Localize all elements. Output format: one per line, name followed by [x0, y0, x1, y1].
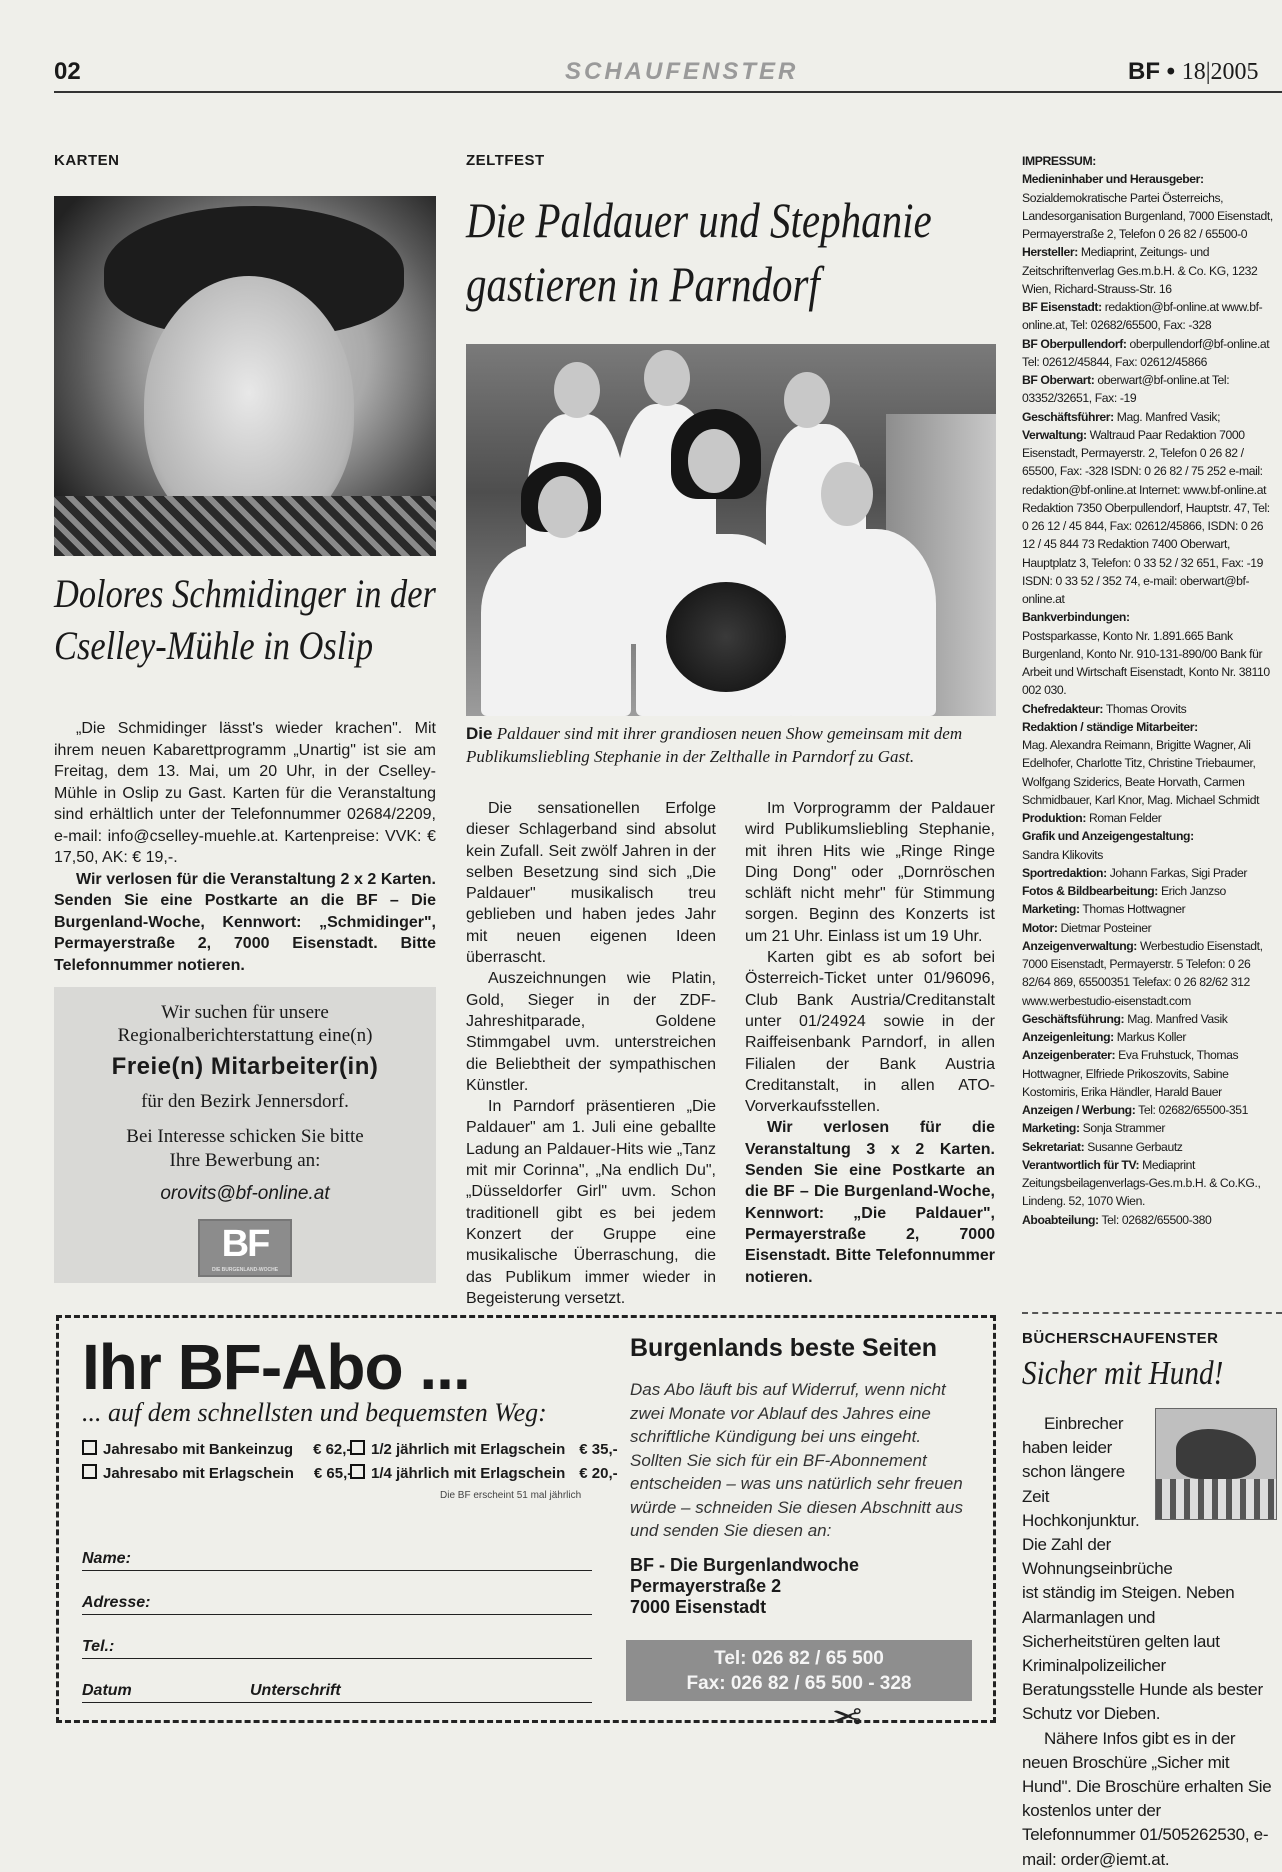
- impressum-entry: Verantwortlich für TV: Mediaprint Zeitungsbeilagenverlags-Ges.m.b.H. & Co.KG., Lindeng. 52, 1070 Wien.: [1022, 1157, 1261, 1209]
- impressum-entry: IMPRESSUM:: [1022, 154, 1096, 168]
- paragraph: Im Vorprogramm der Paldauer wird Publikumsliebling Stephanie, mit ihren Hits wie „Ringe Ringe Ding Dong" oder „Dornröschen schläft nicht mehr" für Stimmung sorgen. Beginn des Konzerts ist um 21 Uhr. Einlass ist um 19 Uhr.: [745, 800, 995, 945]
- impressum-entry: Bankverbindungen:: [1022, 610, 1130, 625]
- photo-shirt: [54, 496, 436, 556]
- photo-person: [481, 544, 631, 716]
- impressum-entry: Sekretariat: Susanne Gerbautz: [1022, 1139, 1183, 1154]
- job-advertisement: [54, 987, 436, 1283]
- impressum-entry: Marketing: Sonja Strammer: [1022, 1121, 1166, 1136]
- section-title: SCHAUFENSTER: [565, 58, 799, 85]
- abo-option-yearly-slip[interactable]: Jahresabo mit Erlagschein € 65,-: [82, 1464, 352, 1482]
- photo-head: [644, 350, 690, 406]
- kicker-karten: KARTEN: [54, 152, 120, 169]
- abo-terms-text: Das Abo läuft bis auf Widerruf, wenn nicht zwei Monate vor Ablauf des Jahres eine schriftliche Kündigung bei uns eingeht. Sollten Sie sich für ein BF-Abonnement entscheiden – was uns natürlich sehr freuen würde – schneiden Sie diesen Abschnitt aus und senden Sie diesen an:: [630, 1380, 963, 1540]
- job-ad-line: Wir suchen für unsere: [161, 1002, 329, 1023]
- paragraph: ist ständig im Steigen. Neben Alarmanlagen und Sicherheitstüren gelten laut Kriminalpolizeilicher Beratungsstelle Hunde als bester Schutz vor Dieben.: [1022, 1583, 1263, 1724]
- headline-dolores: Dolores Schmidinger in der Cselley-Mühle in Oslip: [54, 571, 436, 668]
- job-ad-position: Freie(n) Mitarbeiter(in): [111, 1053, 379, 1080]
- bf-logo: BF DIE BURGENLAND-WOCHE: [198, 1219, 292, 1277]
- abo-option-yearly-bank[interactable]: Jahresabo mit Bankeinzug € 62,-: [82, 1440, 351, 1458]
- book-article-body: [1022, 1412, 1276, 1872]
- abo-fax: Fax: 026 82 / 65 500 - 328: [686, 1673, 912, 1694]
- abo-contact-box: [626, 1640, 972, 1701]
- impressum-entry: Mag. Alexandra Reimann, Brigitte Wagner, Ali Edelhofer, Charlotte Titz, Christine Triebaumer, Wolfgang Sziderics, Beate Horvath, Carmen Schmidbauer, Karl Knor, Mag. Michael Schmidt: [1022, 738, 1260, 807]
- photo-head: [821, 462, 873, 526]
- kicker-zeltfest: ZELTFEST: [466, 152, 545, 169]
- address-field[interactable]: Adresse:: [82, 1588, 592, 1615]
- paragraph: Karten gibt es ab sofort bei Österreich-Ticket unter 01/96096, Club Bank Austria/Creditanstalt unter 01/24924 sowie in der Raiffeisenbank Parndorf, in allen Filialen der Bank Austria Creditanstalt, in allen ATO-Vorverkaufsstellen.: [745, 949, 995, 1116]
- paragraph: Auszeichnungen wie Platin, Gold, Sieger in der ZDF-Jahreshitparade, Goldene Stimmgabel uvm. unterstreichen die Beliebtheit der sympathischen Künstler.: [466, 970, 716, 1094]
- impressum-entry: Verwaltung: Waltraud Paar Redaktion 7000 Eisenstadt, Permayerstr. 2, Telefon 0 26 82 / 65500, Fax: -328 ISDN: 0 26 82 / 75 252 e-mail: redaktion@bf-online.at Internet: www.bf-online.at Redaktion 7350 Oberpullendorf, Hauptstr. 47, Tel: 0 26 12 / 45 844, Fax: 02612/45866, ISDN: 0 26 12 / 45 844 73 Redaktion 7400 Oberwart, Hauptplatz 3, Telefon: 0 33 52 / 32 651, Fax: -19 ISDN: 0 33 52 / 352 74, e-mail: oberwart@bf-online.at: [1022, 427, 1270, 606]
- impressum-entry: Postsparkasse, Konto Nr. 1.891.665 Bank Burgenland, Konto Nr. 910-131-890/00 Bank für Arbeit und Wirtschaft Eisenstadt, Konto Nr. 38110 002 030.: [1022, 628, 1270, 698]
- issue-number: 18|2005: [1181, 59, 1259, 85]
- article-column-1: [466, 798, 716, 1309]
- photo-head: [554, 362, 600, 418]
- impressum-entry: Fotos & Bildbearbeitung: Erich Janzso: [1022, 884, 1226, 898]
- dashed-separator: [1022, 1312, 1282, 1314]
- headline-paldauer: Die Paldauer und Stephanie gastieren in Parndorf: [466, 192, 932, 312]
- impressum-entry: Sozialdemokratische Partei Österreichs, Landesorganisation Burgenland, 7000 Eisenstadt, Permayerstraße 2, Telefon 0 26 82 / 65500-0: [1022, 190, 1273, 241]
- job-ad-line: Bei Interesse schicken Sie bitte: [126, 1126, 364, 1147]
- abo-title: Ihr BF-Abo ...: [82, 1331, 470, 1403]
- paragraph: Nähere Infos gibt es in der neuen Broschüre „Sicher mit Hund". Die Broschüre erhalten Sie kostenlos unter der Telefonnummer 01/505262530, e-mail: order@iemt.at.: [1022, 1728, 1272, 1869]
- caption-paldauer: Die Paldauer sind mit ihrer grandiosen neuen Show gemeinsam mit dem Publikumsliebling Stephanie in der Zelthalle in Parndorf zu Gast.: [466, 724, 963, 766]
- bullet: •: [1166, 58, 1176, 85]
- abo-option-halfyear[interactable]: 1/2 jährlich mit Erlagschein € 35,-: [350, 1440, 618, 1458]
- impressum-entry: Chefredakteur: Thomas Orovits: [1022, 701, 1187, 716]
- page-number: 02: [54, 58, 81, 85]
- job-ad-email[interactable]: orovits@bf-online.at: [160, 1183, 330, 1204]
- impressum-entry: Sandra Klikovits: [1022, 847, 1103, 862]
- impressum-entry: Hersteller: Mediaprint, Zeitungs- und Zeitschriftenverlag Ges.m.b.H. & Co. KG, 1232 Wien, Richard-Strauss-Str. 16: [1022, 245, 1258, 296]
- photo-paldauer-band: [466, 344, 996, 716]
- impressum-entry: Geschäftsführer: Mag. Manfred Vasik;: [1022, 409, 1221, 424]
- abo-note: Die BF erscheint 51 mal jährlich: [440, 1490, 582, 1501]
- photo-roses: [666, 582, 786, 692]
- impressum-entry: Anzeigenverwaltung: Werbestudio Eisenstadt, 7000 Eisenstadt, Permayerstr. 5 Telefon: 0 26 82/64 869, 65500351 Telefax: 0 26 82/62 312 www.werbestudio-eisenstadt.com: [1022, 938, 1263, 1008]
- job-ad-line: Regionalberichterstattung eine(n): [117, 1025, 373, 1046]
- impressum-entry: Produktion: Roman Felder: [1022, 811, 1162, 825]
- paragraph: In Parndorf präsentieren „Die Paldauer" am 1. Juli eine geballte Ladung an Paldauer-Hits wie „Tanz mit mir Corinna", „Na endlich Du", „Düsseldorfer Girl" uvm. Schon traditionell gibt es bei jedem Konzert der Gruppe eine musikalische Überraschung, die das Publikum immer wieder in Begeisterung versetzt.: [466, 1098, 716, 1307]
- paragraph: Die sensationellen Erfolge dieser Schlagerband sind absolut kein Zufall. Seit zwölf Jahren in der selben Besetzung sind sich „Die Paldauer" musikalisch treu geblieben und haben jedes Jahr mit neuen eigenen Ideen überrascht.: [466, 800, 716, 967]
- impressum: [1022, 152, 1276, 1229]
- header-rule: [54, 91, 1282, 93]
- scissors-icon: ✂: [832, 1695, 863, 1736]
- impressum-entry: BF Eisenstadt: redaktion@bf-online.at www.bf-online.at, Tel: 02682/65500, Fax: -328: [1022, 300, 1263, 333]
- checkbox[interactable]: [82, 1440, 97, 1455]
- impressum-entry: Aboabteilung: Tel: 02682/65500-380: [1022, 1212, 1212, 1227]
- impressum-entry: Anzeigenleitung: Markus Koller: [1022, 1030, 1187, 1044]
- photo-dolores-schmidinger: [54, 196, 436, 556]
- photo-head: [688, 429, 740, 493]
- impressum-entry: Sportredaktion: Johann Farkas, Sigi Prader: [1022, 865, 1247, 880]
- impressum-entry: Anzeigen / Werbung: Tel: 02682/65500-351: [1022, 1103, 1249, 1117]
- paragraph-bold: Wir verlosen für die Veranstaltung 2 x 2 Karten. Senden Sie eine Postkarte an die BF – Die Burgenland-Woche, Kennwort: „Schmidinger", Permayerstraße 2, 7000 Eisenstadt. Bitte Telefonnummer notieren.: [54, 870, 436, 974]
- job-ad-district: für den Bezirk Jennersdorf.: [141, 1091, 349, 1112]
- checkbox[interactable]: [350, 1440, 365, 1455]
- article-body-dolores: [54, 718, 436, 976]
- headline-sicher-mit-hund: Sicher mit Hund!: [1022, 1355, 1224, 1392]
- article-column-2: [745, 798, 995, 1288]
- brand: BF: [1128, 58, 1160, 85]
- date-signature-field[interactable]: Datum Unterschrift: [82, 1676, 592, 1703]
- photo-head: [784, 372, 830, 428]
- paragraph-bold: Wir verlosen für die Veranstaltung 3 x 2 Karten. Senden Sie eine Postkarte an die BF – Die Burgenland-Woche, Kennwort: „Die Paldauer", Permayerstraße 2, 7000 Eisenstadt. Bitte Telefonnummer notieren.: [745, 1119, 995, 1286]
- name-field[interactable]: Name:: [82, 1544, 592, 1571]
- impressum-entry: Marketing: Thomas Hottwagner: [1022, 902, 1186, 917]
- abo-address: BF - Die Burgenlandwoche Permayerstraße 2 7000 Eisenstadt: [630, 1555, 860, 1617]
- abo-subtitle: ... auf dem schnellsten und bequemsten Weg:: [82, 1398, 547, 1427]
- paragraph: „Die Schmidinger lässt's wieder krachen". Mit ihrem neuen Kabarettprogramm „Unartig" ist sie am Freitag, dem 13. Mai, um 20 Uhr, in der Cselley-Mühle in Oslip zu Gast. Karten für die Veranstaltung sind erhältlich unter der Telefonnummer 02684/2209, e-mail: info@cselley-muehle.at. Kartenpreise: VVK: € 17,50, AK: € 19,-.: [54, 720, 436, 866]
- impressum-entry: Grafik und Anzeigengestaltung:: [1022, 829, 1194, 844]
- impressum-entry: Geschäftsführung: Mag. Manfred Vasik: [1022, 1011, 1228, 1026]
- photo-head: [538, 476, 588, 538]
- job-ad-line: Ihre Bewerbung an:: [169, 1150, 321, 1171]
- paragraph: Einbrecher haben leider schon längere Zeit Hochkonjunktur. Die Zahl der Wohnungseinbrüche: [1022, 1414, 1173, 1579]
- impressum-entry: Anzeigenberater: Eva Fruhstuck, Thomas Hottwagner, Elfriede Prikoszovits, Sabine Kostomiris, Erika Händler, Harald Bauer: [1022, 1048, 1239, 1099]
- issue-info: [1128, 58, 1259, 86]
- tel-field[interactable]: Tel.:: [82, 1632, 592, 1659]
- impressum-entry: Motor: Dietmar Posteiner: [1022, 920, 1152, 935]
- impressum-entry: Medieninhaber und Herausgeber:: [1022, 172, 1204, 187]
- checkbox[interactable]: [82, 1464, 97, 1479]
- impressum-entry: BF Oberpullendorf: oberpullendorf@bf-online.at Tel: 02612/45844, Fax: 02612/45866: [1022, 336, 1270, 369]
- checkbox[interactable]: [350, 1464, 365, 1479]
- kicker-buecherschaufenster: BÜCHERSCHAUFENSTER: [1022, 1330, 1219, 1347]
- abo-right-heading: Burgenlands beste Seiten: [630, 1334, 938, 1362]
- abo-tel: Tel: 026 82 / 65 500: [714, 1648, 884, 1669]
- photo-person: [786, 529, 936, 716]
- abo-option-quarter[interactable]: 1/4 jährlich mit Erlagschein € 20,-: [350, 1464, 618, 1482]
- impressum-entry: BF Oberwart: oberwart@bf-online.at Tel: 03352/32651, Fax: -19: [1022, 373, 1230, 406]
- impressum-entry: Redaktion / ständige Mitarbeiter:: [1022, 719, 1198, 734]
